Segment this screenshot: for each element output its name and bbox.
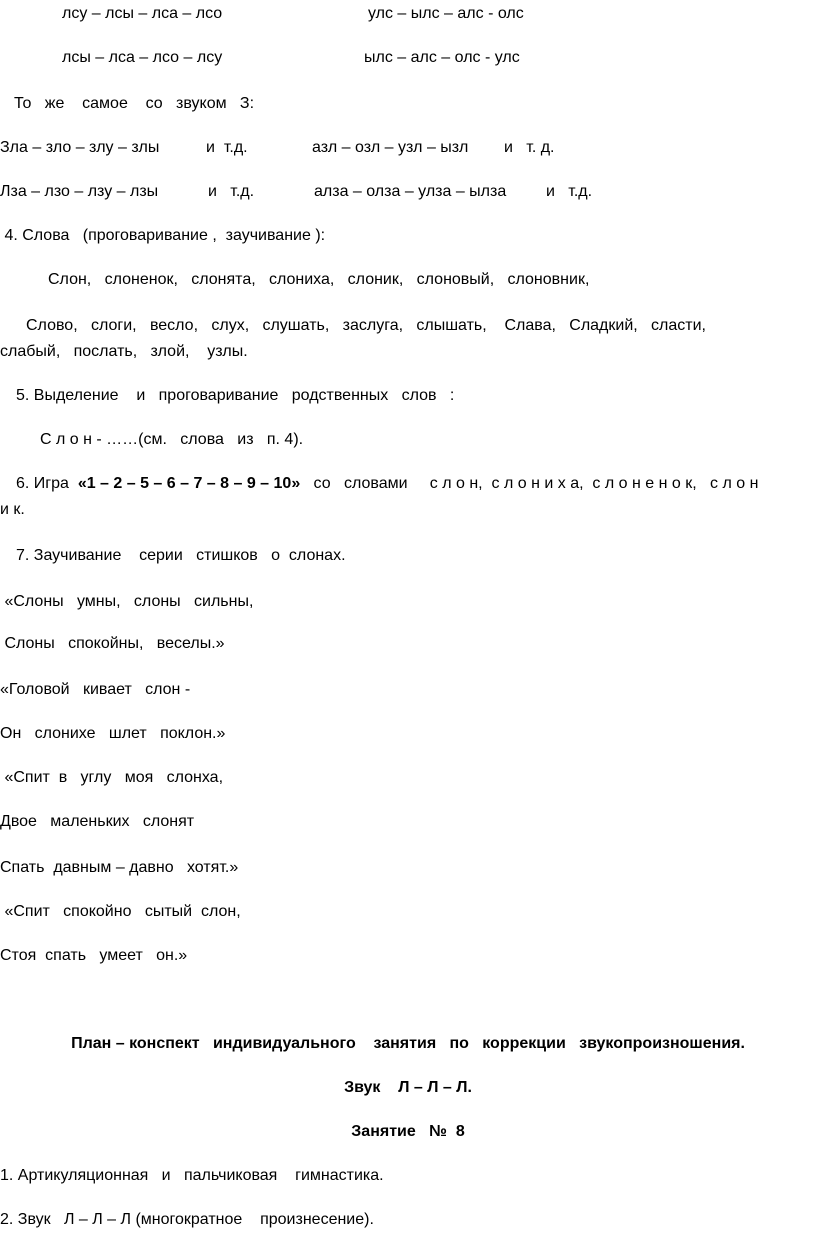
z-row-2-left: Лза – лзо – лзу – лзы: [0, 183, 159, 200]
z-row-1-mid: и т.д.: [206, 139, 248, 156]
list-item-2: 2. Звук Л – Л – Л (многократное произнесение).: [0, 1211, 374, 1228]
z-row-2-mid: и т.д.: [208, 183, 255, 200]
poem-line-3: «Головой кивает слон -: [0, 681, 191, 698]
poem-line-8: «Спит спокойно сытый слон,: [0, 903, 241, 920]
sound-title: Звук Л – Л – Л.: [344, 1079, 472, 1096]
item-6-prefix: 6. Игра: [16, 475, 78, 492]
z-row-1-right: азл – озл – узл – ызл: [312, 139, 469, 156]
plan-title: План – конспект индивидуального занятия по коррекции звукопроизношения.: [71, 1035, 745, 1052]
lesson-title: Занятие № 8: [351, 1123, 465, 1140]
poem-line-7: Спать давным – давно хотят.»: [0, 859, 239, 876]
syllable-row-1-right: улс – ылс – алс - олс: [368, 5, 524, 22]
poem-line-9: Стоя спать умеет он.»: [0, 947, 188, 964]
poem-line-2: Слоны спокойны, веселы.»: [0, 635, 225, 652]
z-row-2-right: алза – олза – улза – ылза: [314, 183, 507, 200]
poem-line-1: «Слоны умны, слоны сильны,: [0, 593, 254, 610]
item-6-game-name: «1 – 2 – 5 – 6 – 7 – 8 – 9 – 10»: [77, 475, 301, 492]
syllable-row-2-right: ылс – алс – олс - улс: [364, 49, 520, 66]
words-line-3: слабый, послать, злой, узлы.: [0, 343, 248, 360]
item-6-suffix: со словами с л о н, с л о н и х а, с л о н е н о к, с л о н: [300, 475, 759, 492]
list-item-1: 1. Артикуляционная и пальчиковая гимнастика.: [0, 1167, 384, 1184]
poem-line-5: «Спит в углу моя слонха,: [0, 769, 224, 786]
z-row-2-end: и т.д.: [546, 183, 593, 200]
item-6-line: [16, 474, 758, 494]
words-line-1: Слон, слоненок, слонята, слониха, слоник, слоновый, слоновник,: [48, 271, 590, 288]
z-row-1-end: и т. д.: [504, 139, 555, 156]
words-line-2: Слово, слоги, весло, слух, слушать, заслуга, слышать, Слава, Сладкий, сласти,: [26, 317, 706, 334]
z-row-1-left: Зла – зло – злу – злы: [0, 139, 160, 156]
item-5-sub: С л о н - ……(см. слова из п. 4).: [40, 431, 304, 448]
syllable-row-1-left: лсу – лсы – лса – лсо: [62, 5, 223, 22]
item-4-heading: 4. Слова (проговаривание , заучивание ):: [0, 227, 326, 244]
item-7-heading: 7. Заучивание серии стишков о слонах.: [16, 547, 346, 564]
syllable-row-2-left: лсы – лса – лсо – лсу: [62, 49, 223, 66]
poem-line-6: Двое маленьких слонят: [0, 813, 195, 830]
poem-line-4: Он слонихе шлет поклон.»: [0, 725, 226, 742]
item-6-continuation: и к.: [0, 501, 25, 518]
item-5-heading: 5. Выделение и проговаривание родственных слов :: [16, 387, 455, 404]
same-z-heading: То же самое со звуком З:: [14, 95, 255, 112]
